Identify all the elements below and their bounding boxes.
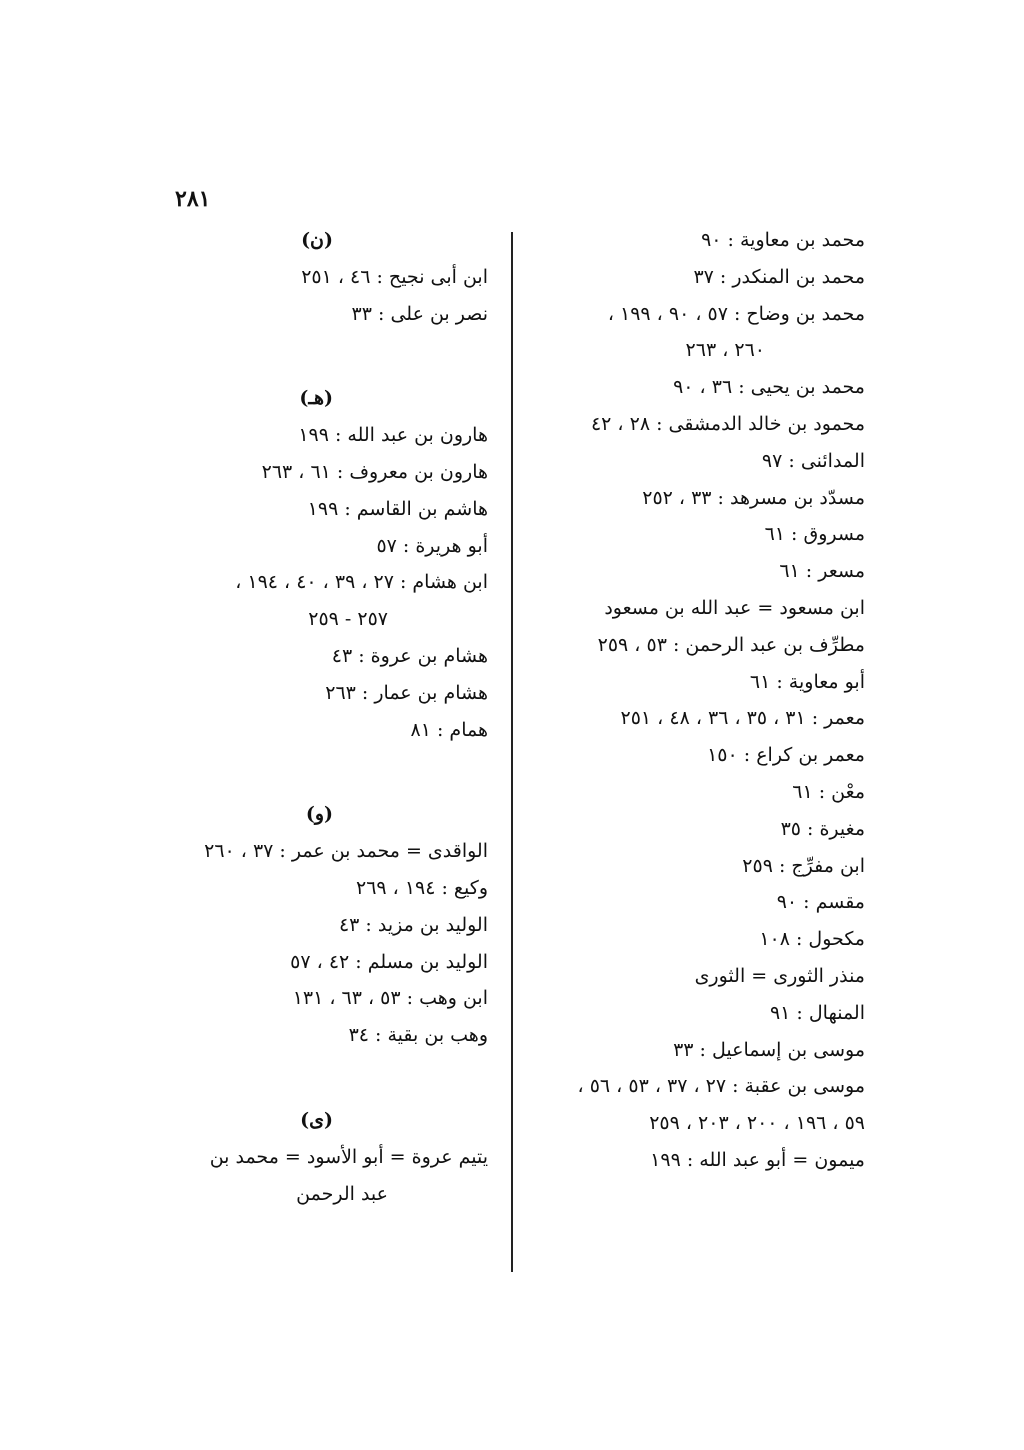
index-entry: ميمون = أبو عبد الله : ١٩٩ xyxy=(650,1148,865,1171)
index-entry: محمد بن المنكدر : ٣٧ xyxy=(693,265,865,288)
index-entry: مسعر : ٦١ xyxy=(779,560,865,583)
index-entry: محمود بن خالد الدمشقى : ٢٨ ، ٤٢ xyxy=(590,412,865,435)
index-entry: وكيع : ١٩٤ ، ٢٦٩ xyxy=(355,876,488,899)
index-entry: معمر : ٣١ ، ٣٥ ، ٣٦ ، ٤٨ ، ٢٥١ xyxy=(620,707,865,730)
index-entry: مطرِّف بن عبد الرحمن : ٥٣ ، ٢٥٩ xyxy=(597,633,865,656)
index-entry: مغيرة : ٣٥ xyxy=(780,817,865,840)
index-entry: موسى بن عقبة : ٢٧ ، ٣٧ ، ٥٣ ، ٥٦ ، xyxy=(577,1075,865,1098)
section-header-ha: (هـ) xyxy=(299,387,333,410)
index-entry: مكحول : ١٠٨ xyxy=(759,928,865,951)
index-entry: معْن : ٦١ xyxy=(792,780,865,803)
section-header-nun: (ن) xyxy=(301,229,333,251)
section-gap xyxy=(130,1054,488,1102)
left-column xyxy=(130,222,488,1212)
section-header-waw: (و) xyxy=(305,803,333,826)
index-entry: منذر الثورى = الثورى xyxy=(694,964,865,987)
index-entry: الوليد بن مزيد : ٤٣ xyxy=(338,913,488,936)
index-entry: المدائنى : ٩٧ xyxy=(761,449,865,472)
index-entry: ابن مسعود = عبد الله بن مسعود xyxy=(604,596,865,619)
index-entry: ابن وهب : ٥٣ ، ٦٣ ، ١٣١ xyxy=(292,987,488,1010)
index-entry: هارون بن معروف : ٦١ ، ٢٦٣ xyxy=(261,460,488,483)
index-entry: الوليد بن مسلم : ٤٢ ، ٥٧ xyxy=(290,950,488,973)
index-entry: يتيم عروة = أبو الأسود = محمد بن xyxy=(209,1145,488,1168)
right-column xyxy=(505,222,865,1179)
index-entry: أبو هريرة : ٥٧ xyxy=(376,534,488,557)
index-entry: محمد بن وضاح : ٥٧ ، ٩٠ ، ١٩٩ ، xyxy=(607,302,865,325)
index-entry-continuation: ٢٦٠ ، ٢٦٣ xyxy=(685,339,765,362)
index-entry: مسدّد بن مسرهد : ٣٣ ، ٢٥٢ xyxy=(642,486,865,509)
index-entry: أبو معاوية : ٦١ xyxy=(749,670,865,693)
index-entry: همام : ٨١ xyxy=(410,718,488,741)
index-entry-continuation: عبد الرحمن xyxy=(296,1182,388,1205)
index-entry: هشام بن عروة : ٤٣ xyxy=(331,644,488,667)
index-entry: ابن مفرِّج : ٢٥٩ xyxy=(742,854,865,877)
index-entry: مسروق : ٦١ xyxy=(764,523,865,546)
section-gap xyxy=(130,748,488,796)
index-entry: المنهال : ٩١ xyxy=(769,1001,865,1024)
index-entry: ابن أبى نجيح : ٤٦ ، ٢٥١ xyxy=(301,265,488,288)
index-entry: نصر بن على : ٣٣ xyxy=(351,302,488,325)
index-entry: وهب بن بقية : ٣٤ xyxy=(348,1024,488,1047)
index-entry: مقسم : ٩٠ xyxy=(776,891,865,914)
page-number: ٢٨١ xyxy=(175,186,211,212)
index-entry-continuation: ٢٥٧ - ٢٥٩ xyxy=(308,608,388,631)
index-entry: محمد بن يحيى : ٣٦ ، ٩٠ xyxy=(673,376,865,399)
section-header-ya: (ى) xyxy=(300,1108,333,1131)
index-entry: هاشم بن القاسم : ١٩٩ xyxy=(307,497,488,520)
index-entry: ابن هشام : ٢٧ ، ٣٩ ، ٤٠ ، ١٩٤ ، xyxy=(235,571,488,594)
index-entry: هارون بن عبد الله : ١٩٩ xyxy=(298,424,488,447)
index-entry: محمد بن معاوية : ٩٠ xyxy=(701,229,865,251)
section-gap xyxy=(130,332,488,380)
index-entry: الواقدى = محمد بن عمر : ٣٧ ، ٢٦٠ xyxy=(204,840,488,863)
index-entry: هشام بن عمار : ٢٦٣ xyxy=(325,681,488,704)
index-entry-continuation: ٥٩ ، ١٩٦ ، ٢٠٠ ، ٢٠٣ ، ٢٥٩ xyxy=(649,1112,865,1135)
index-entry: موسى بن إسماعيل : ٣٣ xyxy=(673,1038,865,1061)
index-entry: معمر بن كراع : ١٥٠ xyxy=(707,744,865,767)
